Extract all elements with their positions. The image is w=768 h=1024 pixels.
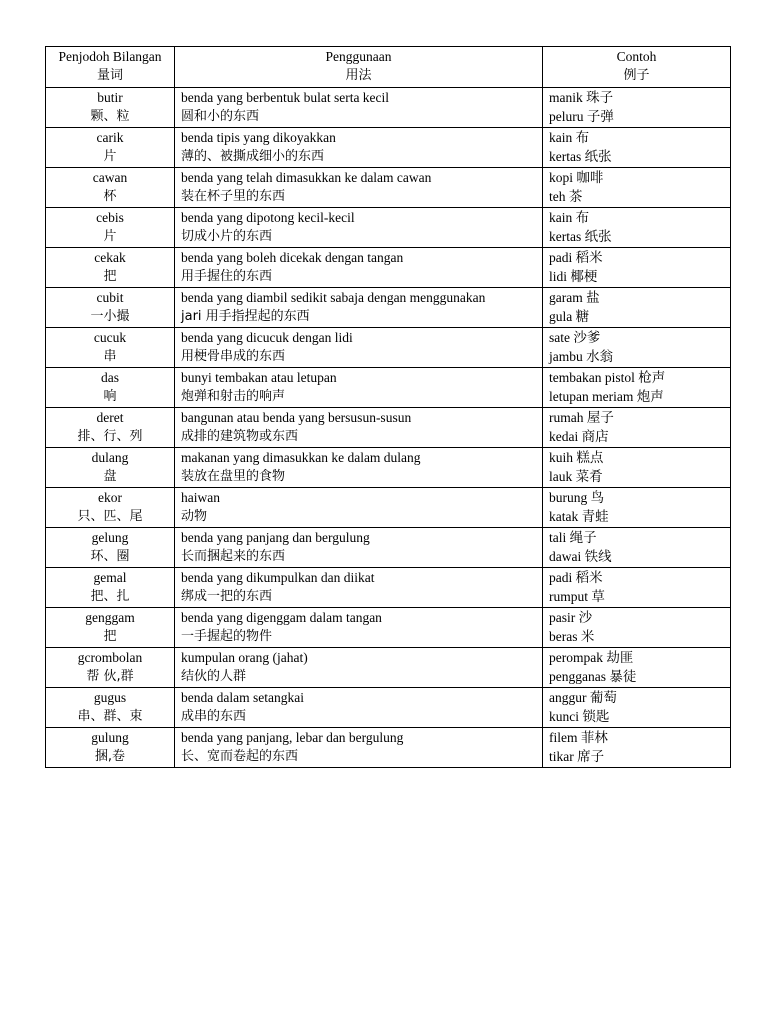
classifier-word-cn: 盘 [103, 469, 117, 484]
header-row [46, 47, 731, 88]
example-cell [543, 648, 731, 688]
example-2: katak 青蛙 [549, 509, 609, 524]
example-1: padi 稻米 [549, 250, 603, 265]
example-cell [543, 248, 731, 288]
classifier-word: carik [96, 130, 124, 145]
classifier-word: cucuk [93, 330, 127, 345]
example-1: filem 菲林 [549, 730, 608, 745]
usage-cell [175, 688, 543, 728]
classifier-word-cn: 片 [103, 149, 117, 164]
classifier-cell [46, 448, 175, 488]
usage-text: benda yang digenggam dalam tangan [181, 610, 382, 625]
usage-text: haiwan [181, 490, 220, 505]
example-1: padi 稻米 [549, 570, 603, 585]
usage-cell [175, 608, 543, 648]
usage-text: benda yang panjang, lebar dan bergulung [181, 730, 404, 745]
usage-text: kumpulan orang (jahat) [181, 650, 308, 665]
classifier-word: cubit [96, 290, 124, 305]
table-row [46, 608, 731, 648]
classifier-word: gugus [93, 690, 127, 705]
header-contoh [543, 47, 731, 88]
example-2: lauk 菜肴 [549, 469, 603, 484]
example-cell [543, 408, 731, 448]
classifier-cell [46, 288, 175, 328]
example-cell [543, 568, 731, 608]
example-cell [543, 728, 731, 768]
usage-text: makanan yang dimasukkan ke dalam dulang [181, 450, 421, 465]
table-row [46, 488, 731, 528]
classifier-word-cn: 响 [103, 389, 117, 404]
classifier-word-cn: 串 [103, 349, 117, 364]
usage-text-cn: 用梗骨串成的东西 [181, 349, 286, 364]
example-cell [543, 88, 731, 128]
table-row [46, 408, 731, 448]
table-row [46, 288, 731, 328]
header-text-cn: 例子 [623, 68, 650, 83]
table-row [46, 528, 731, 568]
example-cell [543, 448, 731, 488]
example-1: garam 盐 [549, 290, 600, 305]
example-2: letupan meriam 炮声 [549, 389, 664, 404]
example-cell [543, 128, 731, 168]
usage-cell [175, 128, 543, 168]
example-1: sate 沙爹 [549, 330, 601, 345]
usage-text-cn: 装在杯子里的东西 [181, 189, 286, 204]
classifier-cell [46, 248, 175, 288]
usage-text-cn: 圆和小的东西 [181, 109, 260, 124]
classifier-word: ekor [98, 490, 122, 505]
classifier-word-cn: 捆,卷 [94, 749, 126, 764]
classifier-cell [46, 648, 175, 688]
classifier-word: genggam [85, 610, 135, 625]
usage-text-cn: 长而捆起来的东西 [181, 549, 286, 564]
classifier-cell [46, 328, 175, 368]
classifier-cell [46, 608, 175, 648]
usage-text: benda dalam setangkai [181, 690, 304, 705]
table-row [46, 568, 731, 608]
classifier-word-cn: 片 [103, 229, 117, 244]
example-1: kain 布 [549, 130, 590, 145]
classifier-cell [46, 208, 175, 248]
header-text: Penggunaan [325, 49, 392, 64]
example-2: tikar 席子 [549, 749, 605, 764]
usage-cell [175, 568, 543, 608]
usage-text: benda yang berbentuk bulat serta kecil [181, 90, 390, 105]
header-text-cn: 量词 [96, 68, 123, 83]
usage-text: benda yang telah dimasukkan ke dalam cawan [181, 170, 432, 185]
usage-text: benda yang diambil sedikit sabaja dengan menggunakan [181, 290, 486, 305]
classifier-word-cn: 把 [103, 629, 117, 644]
example-1: rumah 屋子 [549, 410, 614, 425]
classifier-word: deret [96, 410, 124, 425]
example-2: pengganas 暴徒 [549, 669, 637, 684]
usage-cell [175, 528, 543, 568]
usage-text-cn: 成串的东西 [181, 709, 247, 724]
header-text-cn: 用法 [345, 68, 372, 83]
classifier-word-cn: 排、行、列 [77, 429, 143, 444]
example-2: kertas 纸张 [549, 229, 612, 244]
example-1: burung 鸟 [549, 490, 605, 505]
classifier-word-cn: 帮 伙,群 [86, 669, 134, 684]
table-row [46, 248, 731, 288]
example-2: kunci 锁匙 [549, 709, 610, 724]
table-row [46, 688, 731, 728]
usage-text-cn: 薄的、被撕成细小的东西 [181, 149, 325, 164]
table-row [46, 328, 731, 368]
classifier-word-cn: 一小撮 [90, 309, 130, 324]
classifier-table [45, 46, 731, 768]
usage-text: benda tipis yang dikoyakkan [181, 130, 336, 145]
classifier-word: gulung [91, 730, 129, 745]
table-row [46, 208, 731, 248]
example-2: teh 茶 [549, 189, 583, 204]
table-body [46, 88, 731, 768]
usage-text-cn: 用手握住的东西 [181, 269, 273, 284]
classifier-cell [46, 728, 175, 768]
example-1: pasir 沙 [549, 610, 593, 625]
example-2: dawai 铁线 [549, 549, 612, 564]
table-row [46, 168, 731, 208]
table-row [46, 128, 731, 168]
classifier-cell [46, 368, 175, 408]
header-text: Contoh [616, 49, 657, 64]
classifier-word: gemal [93, 570, 127, 585]
example-1: kuih 糕点 [549, 450, 604, 465]
example-cell [543, 368, 731, 408]
usage-text: bunyi tembakan atau letupan [181, 370, 337, 385]
example-2: jambu 水翁 [549, 349, 614, 364]
classifier-word-cn: 颗、粒 [90, 109, 130, 124]
usage-text: benda yang dipotong kecil-kecil [181, 210, 355, 225]
usage-text-cn: 长、宽而卷起的东西 [181, 749, 299, 764]
usage-text-cn: 结伙的人群 [181, 669, 247, 684]
header-text: Penjodoh Bilangan [58, 49, 162, 64]
classifier-word: dulang [91, 450, 129, 465]
example-cell [543, 488, 731, 528]
usage-text-cn: jari 用手指捏起的东西 [181, 309, 310, 324]
example-1: manik 珠子 [549, 90, 614, 105]
example-cell [543, 528, 731, 568]
example-cell [543, 328, 731, 368]
classifier-word: butir [97, 90, 123, 105]
classifier-word: cekak [94, 250, 126, 265]
example-2: rumput 草 [549, 589, 605, 604]
classifier-word-cn: 串、群、束 [77, 709, 143, 724]
example-1: kain 布 [549, 210, 590, 225]
usage-text: bangunan atau benda yang bersusun-susun [181, 410, 412, 425]
usage-text-cn: 动物 [181, 509, 208, 524]
usage-cell [175, 168, 543, 208]
usage-text: benda yang dikumpulkan dan diikat [181, 570, 375, 585]
table-row [46, 368, 731, 408]
example-1: anggur 葡萄 [549, 690, 617, 705]
usage-cell [175, 208, 543, 248]
example-cell [543, 288, 731, 328]
classifier-word-cn: 把、扎 [90, 589, 130, 604]
classifier-word-cn: 把 [103, 269, 117, 284]
example-1: tembakan pistol 枪声 [549, 370, 666, 385]
table-row [46, 648, 731, 688]
classifier-word: gelung [91, 530, 129, 545]
usage-cell [175, 88, 543, 128]
usage-text-cn: 炮弹和射击的响声 [181, 389, 286, 404]
example-1: perompak 劫匪 [549, 650, 634, 665]
usage-cell [175, 488, 543, 528]
usage-cell [175, 728, 543, 768]
table-header [46, 47, 731, 88]
usage-cell [175, 408, 543, 448]
example-cell [543, 688, 731, 728]
usage-cell [175, 288, 543, 328]
usage-text-cn: 成排的建筑物或东西 [181, 429, 299, 444]
classifier-word-cn: 杯 [103, 189, 117, 204]
header-penggunaan [175, 47, 543, 88]
example-cell [543, 608, 731, 648]
classifier-cell [46, 128, 175, 168]
classifier-word-cn: 环、圈 [90, 549, 130, 564]
example-2: beras 米 [549, 629, 595, 644]
classifier-cell [46, 528, 175, 568]
classifier-word: cawan [92, 170, 128, 185]
usage-text-cn: 切成小片的东西 [181, 229, 273, 244]
document-page [45, 46, 731, 768]
example-2: peluru 子弹 [549, 109, 614, 124]
classifier-cell [46, 488, 175, 528]
example-cell [543, 168, 731, 208]
example-2: lidi 椰梗 [549, 269, 598, 284]
classifier-cell [46, 88, 175, 128]
usage-text-cn: 绑成一把的东西 [181, 589, 273, 604]
usage-cell [175, 368, 543, 408]
example-1: tali 绳子 [549, 530, 597, 545]
header-penjodoh-bilangan [46, 47, 175, 88]
example-2: gula 糖 [549, 309, 590, 324]
example-cell [543, 208, 731, 248]
classifier-cell [46, 688, 175, 728]
usage-cell [175, 248, 543, 288]
usage-cell [175, 328, 543, 368]
classifier-word: gcrombolan [77, 650, 143, 665]
usage-cell [175, 648, 543, 688]
table-row [46, 88, 731, 128]
usage-text: benda yang dicucuk dengan lidi [181, 330, 353, 345]
usage-text-cn: 装放在盘里的食物 [181, 469, 286, 484]
example-2: kedai 商店 [549, 429, 609, 444]
usage-text-cn: 一手握起的物件 [181, 629, 273, 644]
classifier-cell [46, 568, 175, 608]
classifier-cell [46, 168, 175, 208]
usage-text: benda yang boleh dicekak dengan tangan [181, 250, 404, 265]
example-2: kertas 纸张 [549, 149, 612, 164]
table-row [46, 448, 731, 488]
table-row [46, 728, 731, 768]
classifier-word: das [101, 370, 119, 385]
classifier-word: cebis [96, 210, 124, 225]
usage-cell [175, 448, 543, 488]
classifier-word-cn: 只、匹、尾 [77, 509, 143, 524]
usage-text: benda yang panjang dan bergulung [181, 530, 370, 545]
classifier-cell [46, 408, 175, 448]
example-1: kopi 咖啡 [549, 170, 604, 185]
